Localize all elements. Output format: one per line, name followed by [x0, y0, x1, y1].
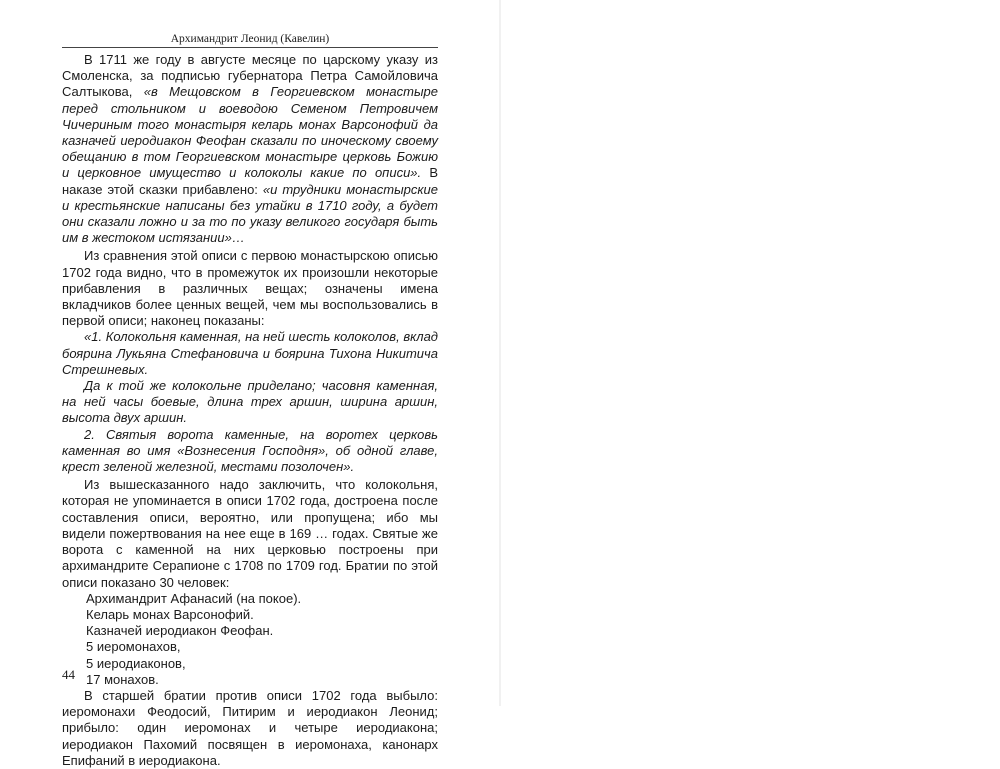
quote-paragraph: Да к той же колокольне приделано; часовня каменная, на ней часы боевые, длина трех аршин, ширина аршин, высота двух аршин. [62, 378, 438, 426]
list-item: 5 иеродиаконов, [86, 655, 186, 671]
quote-paragraph [62, 427, 438, 476]
list-item: Архимандрит Афанасий (на покое). [86, 590, 302, 606]
list-item: 17 монахов. [86, 671, 159, 687]
text: ». [343, 459, 355, 475]
list-item: Келарь монах Варсонофий. [86, 606, 254, 622]
page-number-left: 44 [62, 667, 75, 682]
brethren-list [62, 591, 438, 688]
left-page [0, 0, 500, 768]
text: В наказе этой сказки прибавлено: [62, 165, 438, 197]
quote-text: «в Мещовском в Георгиевском монастыре перед стольником и воеводою Семеном Петровичем Чичериным того монастыря келарь монах Варсонофий да казначей иеродиакон Феофан сказали по иноческому своему обещанию в том Георгиевском монастыре церковь Божию и церковное имущество и колоколы какие по описи». [62, 84, 438, 181]
quote-paragraph: «1. Колокольня каменная, на ней шесть колоколов, вклад боярина Лукьяна Стефановича и боярина Тихона Никитича Стрешневых. [62, 329, 438, 377]
list-item: Казначей иеродиакон Феофан. [86, 623, 274, 639]
text: местами позолочен [220, 459, 344, 475]
paragraph: В старшей братии против описи 1702 года выбыло: иеромонахи Феодосий, Питирим и иеродиакон Леонид; прибыло: один иеромонах и четыре иеродиакона; иеродиакон Пахомий посвящен в иеромонаха, канонарх Епифаний в иеродиакона. [62, 687, 438, 768]
right-page [500, 0, 1000, 706]
text: 2. Святыя ворота каменные, на воротех церковь каменная во имя «Вознесения Господня», об одной главе, крест зеленой железной, [62, 426, 438, 475]
quote-text: «и трудники монастырские и крестьянские написаны без утайки в 1710 году, а будет они сказали ложно и за то по указу великого государя быть им в жестоком истязании»… [62, 181, 438, 246]
left-text-column [62, 52, 438, 769]
paragraph [62, 52, 438, 246]
list-item: 5 иеромонахов, [86, 639, 181, 655]
running-header-left: Архимандрит Леонид (Кавелин) [62, 33, 438, 48]
paragraph: Из вышесказанного надо заключить, что колокольня, которая не упоминается в описи 1702 года, достроена после составления описи, вероятно, или пропущена; ибо мы видели пожертвования на нее еще в 169 … годах. Святые же ворота с каменной на них церковью построены при архимандрите Серапионе с 1708 по 1709 год. Братии по этой описи показано 30 человек: [62, 477, 438, 590]
text: В 1711 же году в августе месяце по царскому указу из Смоленска, за подписью губернатора Петра Самойловича Салтыкова, [62, 52, 438, 100]
paragraph: Из сравнения этой описи с первою монастырскою описью 1702 года видно, что в промежуток их произошли некоторые прибавления в различных вещах; означены имена вкладчиков более ценных вещей, чем мы воспользовались в первой описи; наконец показаны: [62, 248, 438, 329]
